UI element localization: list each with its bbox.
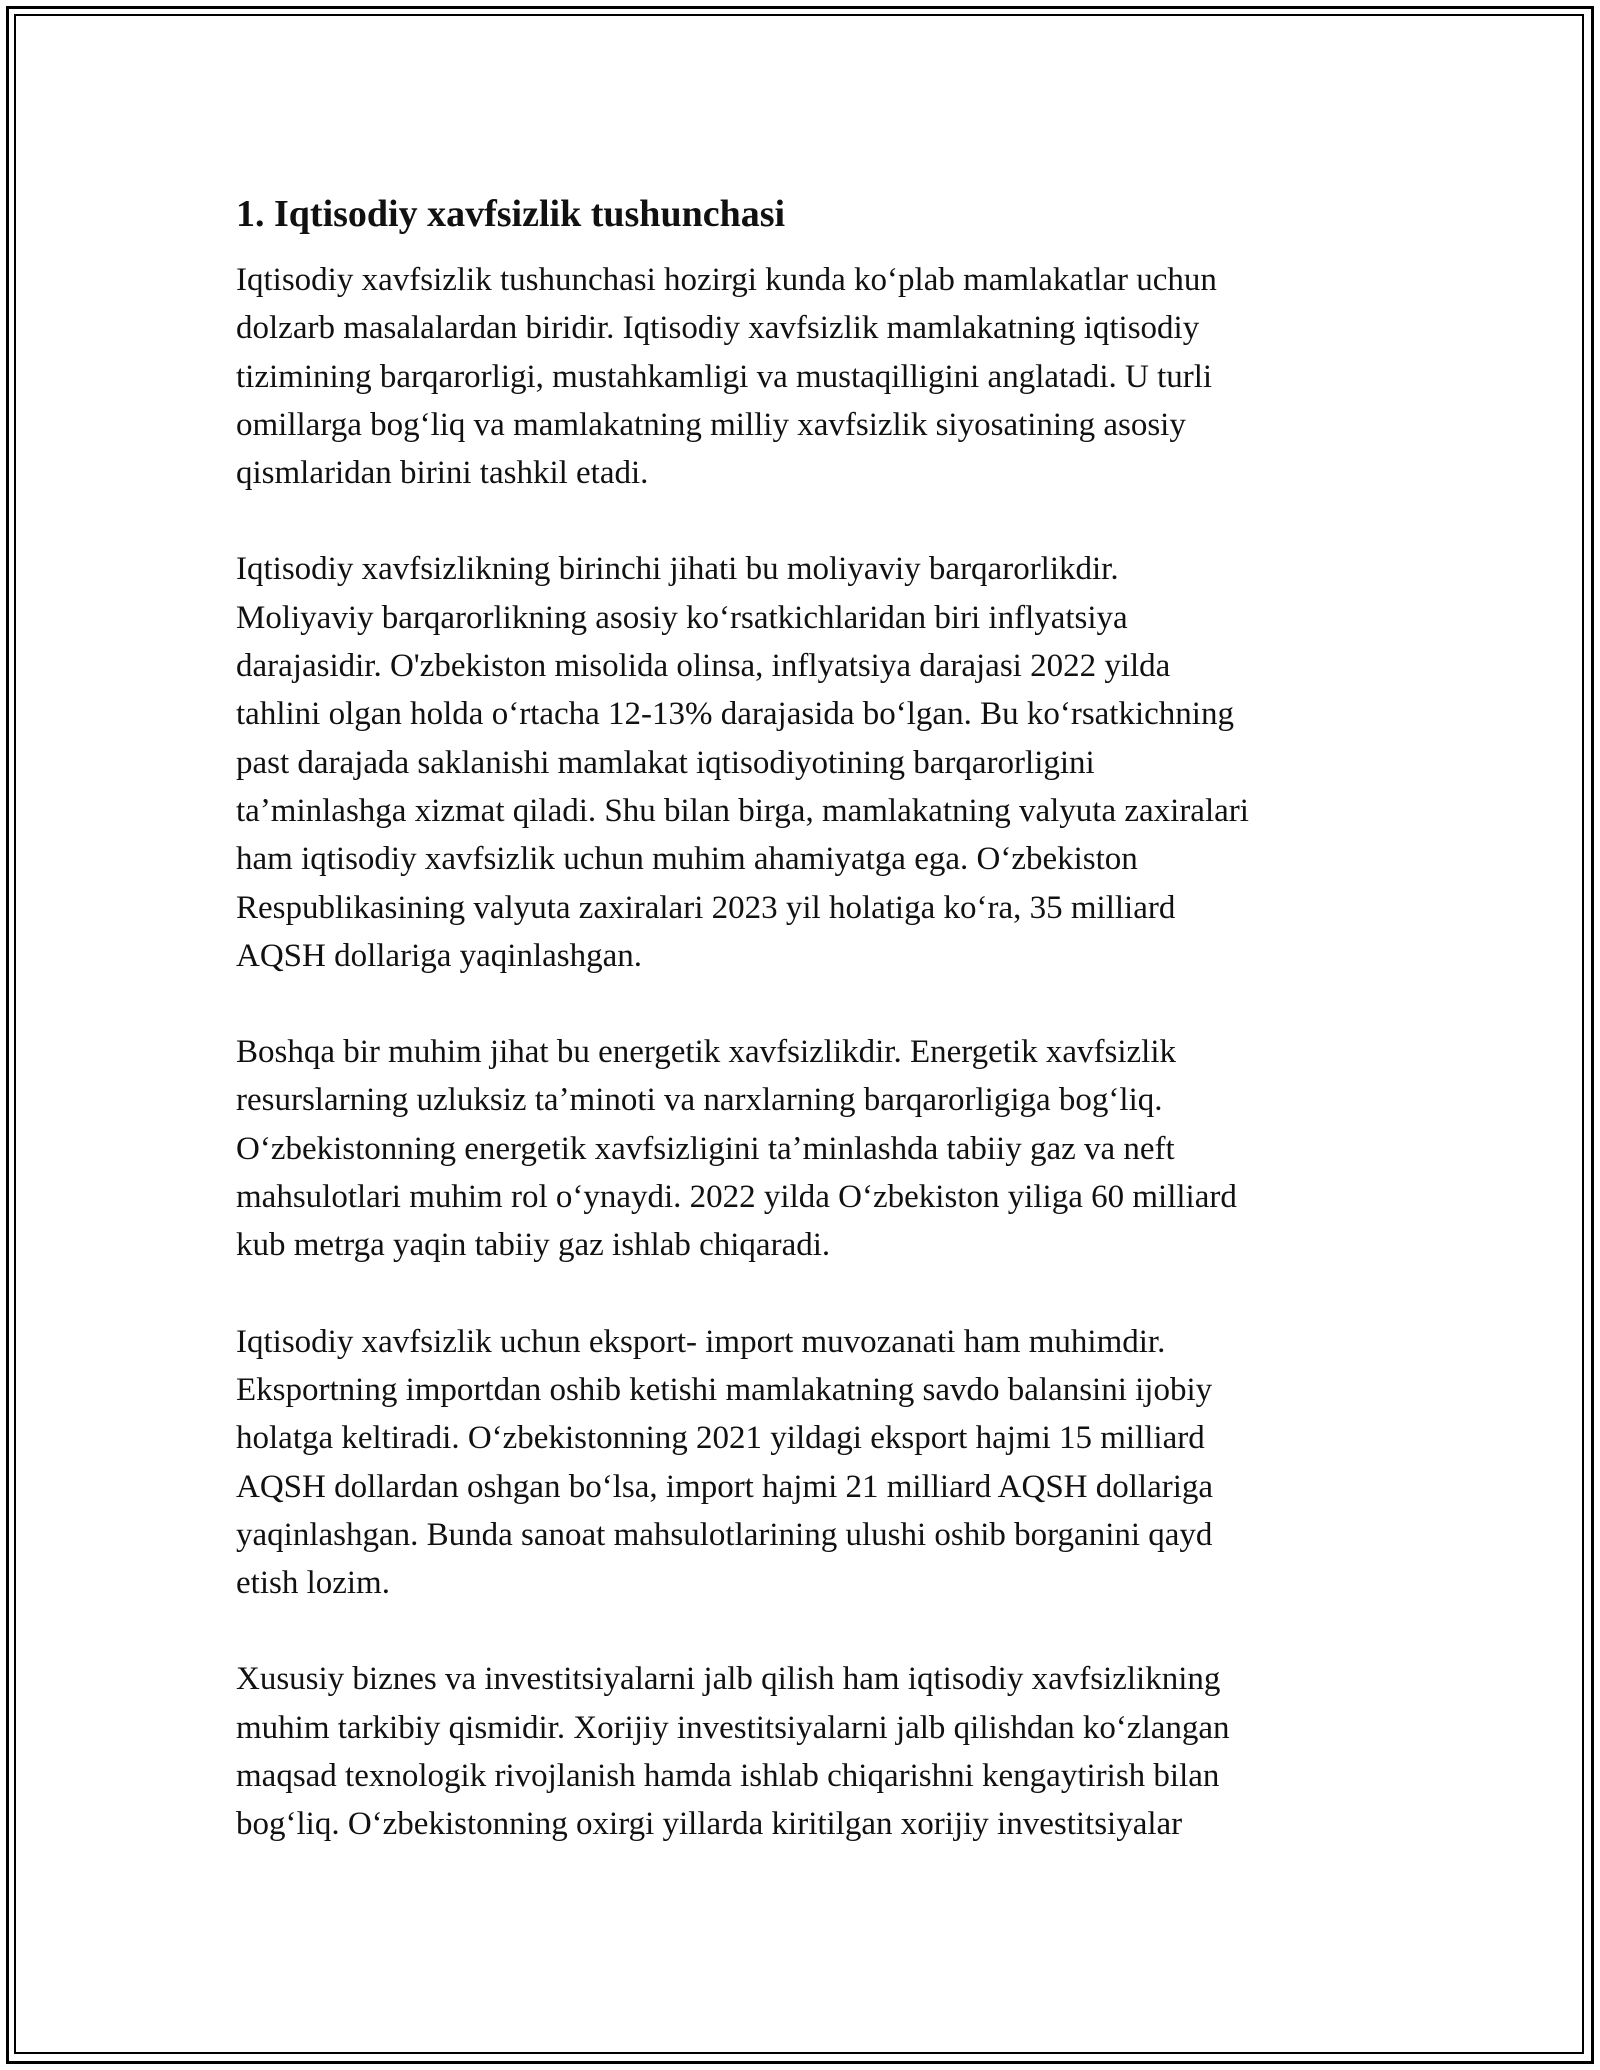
text-line: past darajada saklanishi mamlakat iqtisodiyotining barqarorligini bbox=[236, 744, 1095, 781]
text-line: etish lozim. bbox=[236, 1565, 390, 1602]
paragraph-1 bbox=[236, 256, 1376, 497]
text-line: AQSH dollariga yaqinlashgan. bbox=[236, 937, 643, 974]
paragraph-2 bbox=[236, 545, 1376, 980]
text-line: ham iqtisodiy xavfsizlik uchun muhim ahamiyatga ega. Oʻzbekiston bbox=[236, 841, 1138, 878]
text-line: qismlaridan birini tashkil etadi. bbox=[236, 455, 649, 492]
text-line: maqsad texnologik rivojlanish hamda ishlab chiqarishni kengaytirish bilan bbox=[236, 1758, 1220, 1795]
paragraph-3 bbox=[236, 1028, 1376, 1269]
text-line: Eksportning importdan oshib ketishi mamlakatning savdo balansini ijobiy bbox=[236, 1371, 1213, 1408]
paragraph-4 bbox=[236, 1318, 1376, 1608]
section-title: 1. Iqtisodiy xavfsizlik tushunchasi bbox=[236, 193, 786, 235]
text-line: holatga keltiradi. Oʻzbekistonning 2021 yildagi eksport hajmi 15 milliard bbox=[236, 1420, 1205, 1457]
text-line: kub metrga yaqin tabiiy gaz ishlab chiqaradi. bbox=[236, 1227, 831, 1264]
text-line: muhim tarkibiy qismidir. Xorijiy investitsiyalarni jalb qilishdan koʻzlangan bbox=[236, 1709, 1230, 1746]
text-line: Respublikasining valyuta zaxiralari 2023 yil holatiga koʻra, 35 milliard bbox=[236, 889, 1176, 926]
text-line: yaqinlashgan. Bunda sanoat mahsulotlarining ulushi oshib borganini qayd bbox=[236, 1516, 1213, 1553]
text-line: Iqtisodiy xavfsizlik uchun eksport- import muvozanati ham muhimdir. bbox=[236, 1323, 1166, 1360]
text-line: Moliyaviy barqarorlikning asosiy koʻrsatkichlaridan biri inflyatsiya bbox=[236, 599, 1128, 636]
text-line: tahlini olgan holda oʻrtacha 12-13% darajasida boʻlgan. Bu koʻrsatkichning bbox=[236, 696, 1234, 733]
text-line: resurslarning uzluksiz taʼminoti va narxlarning barqarorligiga bogʻliq. bbox=[236, 1082, 1163, 1119]
text-line: omillarga bogʻliq va mamlakatning milliy xavfsizlik siyosatining asosiy bbox=[236, 406, 1186, 443]
text-line: Iqtisodiy xavfsizlikning birinchi jihati bu moliyaviy barqarorlikdir. bbox=[236, 551, 1119, 588]
text-line: Xususiy biznes va investitsiyalarni jalb qilish ham iqtisodiy xavfsizlikning bbox=[236, 1661, 1221, 1698]
text-line: mahsulotlari muhim rol oʻynaydi. 2022 yilda Oʻzbekiston yiliga 60 milliard bbox=[236, 1179, 1237, 1216]
paragraph-5 bbox=[236, 1655, 1376, 1848]
text-line: tizimining barqarorligi, mustahkamligi va mustaqilligini anglatadi. U turli bbox=[236, 358, 1213, 395]
text-line: dolzarb masalalardan biridir. Iqtisodiy xavfsizlik mamlakatning iqtisodiy bbox=[236, 310, 1200, 347]
text-line: Boshqa bir muhim jihat bu energetik xavfsizlikdir. Energetik xavfsizlik bbox=[236, 1034, 1177, 1071]
text-line: Iqtisodiy xavfsizlik tushunchasi hozirgi kunda koʻplab mamlakatlar uchun bbox=[236, 262, 1217, 298]
text-line: darajasidir. O'zbekiston misolida olinsa, inflyatsiya darajasi 2022 yilda bbox=[236, 648, 1171, 685]
text-line: Oʻzbekistonning energetik xavfsizligini taʼminlashda tabiiy gaz va neft bbox=[236, 1130, 1175, 1167]
document-body bbox=[236, 186, 1376, 1897]
text-line: bogʻliq. Oʻzbekistonning oxirgi yillarda kiritilgan xorijiy investitsiyalar bbox=[236, 1806, 1183, 1843]
text-line: taʼminlashga xizmat qiladi. Shu bilan birga, mamlakatning valyuta zaxiralari bbox=[236, 792, 1249, 829]
text-line: AQSH dollardan oshgan boʻlsa, import hajmi 21 milliard AQSH dollariga bbox=[236, 1468, 1214, 1505]
